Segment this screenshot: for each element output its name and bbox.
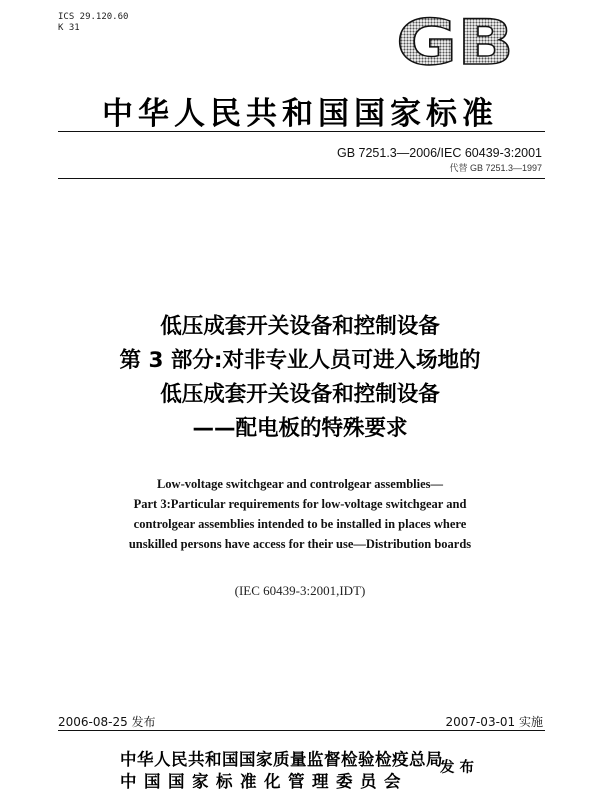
gb-logo — [394, 12, 516, 70]
standard-number-rule — [58, 178, 545, 179]
effective-date: 2007-03-01 实施 — [445, 715, 543, 729]
gb-logo-text: GB — [396, 12, 514, 70]
country-standard-title: 中华人民共和国国家标准 — [102, 96, 498, 132]
publish-word: 发布 — [440, 759, 479, 776]
cn-title-line-3: 低压成套开关设备和控制设备 — [160, 382, 440, 407]
classification-codes — [58, 12, 128, 34]
header-rule — [58, 131, 545, 132]
standard-number: GB 7251.3—2006/IEC 60439-3:2001 — [336, 146, 542, 160]
publisher-org-1: 中华人民共和国国家质量监督检验检疫总局 — [120, 750, 443, 769]
publish-date: 2006-08-25 发布 — [58, 715, 156, 729]
en-title-line-3: controlgear assemblies intended to be installed in places where — [133, 517, 467, 531]
en-title-line-2: Part 3:Particular requirements for low-voltage switchgear and — [133, 497, 467, 511]
en-title-line-4: unskilled persons have access for their use—Distribution boards — [128, 537, 472, 551]
cn-title-line-1: 低压成套开关设备和控制设备 — [160, 314, 440, 339]
publisher-org-2: 中国国家标准化管理委员会 — [120, 772, 408, 791]
iec-equivalence: (IEC 60439-3:2001,IDT) — [234, 583, 366, 598]
ics-code: ICS 29.120.60 — [58, 12, 129, 22]
replaces-standard: 代替 GB 7251.3—1997 — [449, 163, 542, 173]
cn-title-line-4: ——配电板的特殊要求 — [192, 416, 408, 441]
cn-title-line-2: 第 3 部分:对非专业人员可进入场地的 — [119, 348, 481, 373]
en-title-line-1: Low-voltage switchgear and controlgear assemblies— — [156, 477, 444, 491]
ccs-code: K 31 — [58, 23, 80, 33]
footer-rule — [58, 730, 545, 731]
